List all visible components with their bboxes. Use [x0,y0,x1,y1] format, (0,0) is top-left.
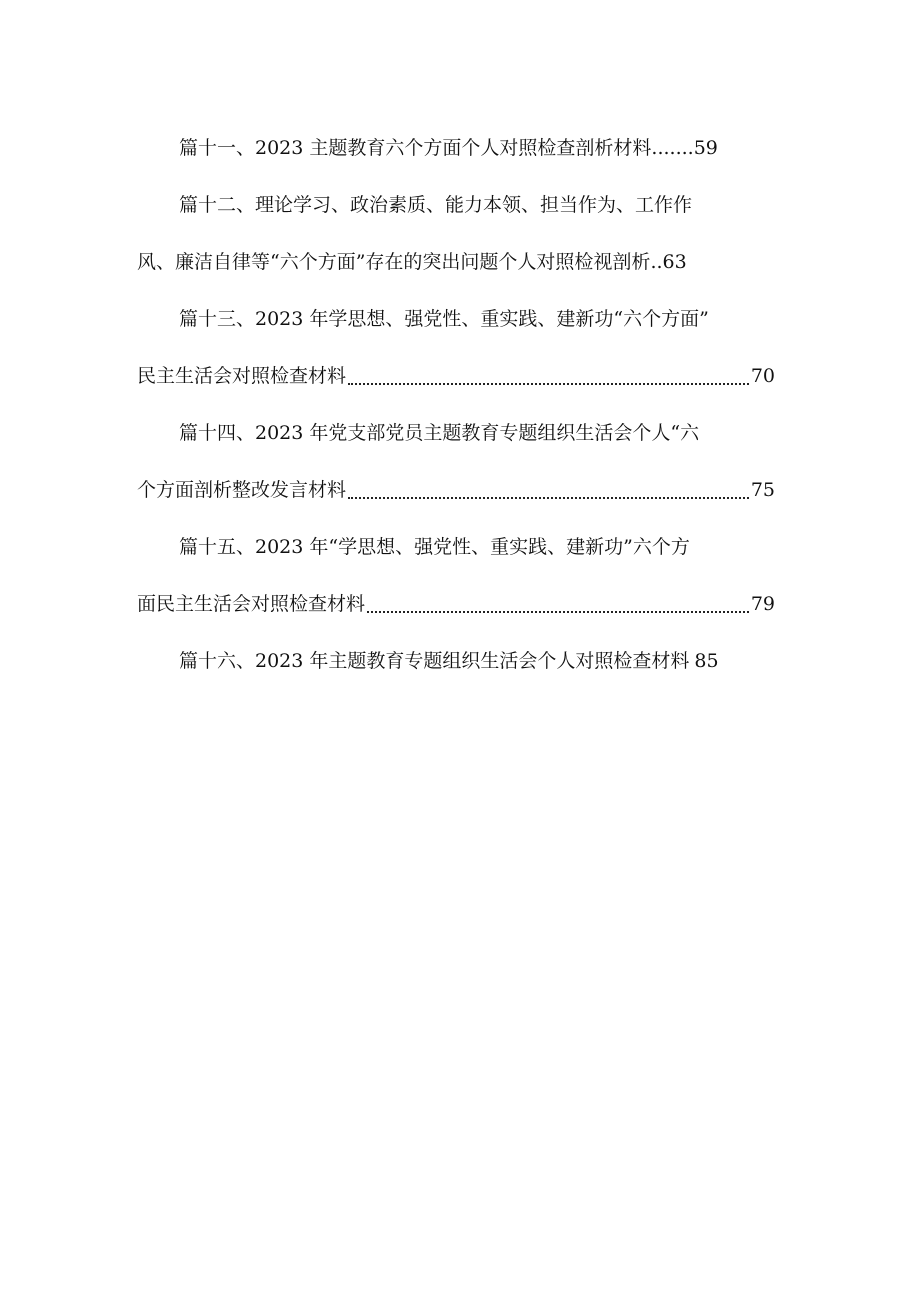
toc-entry-title: 篇十二、理论学习、政治素质、能力本领、担当作为、工作作 [179,194,693,216]
toc-entry-14-line-1[interactable] [137,396,775,453]
toc-entry-13-line-1[interactable] [137,282,775,339]
toc-entry-leader-text: ....... [651,137,694,159]
toc-entry-title: 篇十五、2023 年“学思想、强党性、重实践、建新功”六个方 [179,536,690,558]
toc-entry-13-line-2[interactable] [137,339,775,396]
toc-entry-title: 篇十四、2023 年党支部党员主题教育专题组织生活会个人“六 [179,422,700,444]
toc-entry-title-continued: 民主生活会对照检查材料 [137,365,347,387]
toc-entry-12-line-2[interactable] [137,225,775,282]
toc-entry-title-continued: 面民主生活会对照检查材料 [137,593,366,615]
dot-leader [348,383,749,385]
toc-entry-15-line-1[interactable] [137,510,775,567]
dot-leader [348,497,749,499]
toc-entry-12-line-1[interactable] [137,168,775,225]
toc-entry-page: 85 [694,650,719,672]
toc-entry-11[interactable] [137,128,775,168]
toc-entry-title-continued: 个方面剖析整改发言材料 [137,479,347,501]
toc-entry-page: 79 [750,593,775,615]
toc-entry-leader-text: .. [650,251,663,273]
toc-entry-14-line-2[interactable] [137,453,775,510]
toc-entry-page: 63 [662,251,687,273]
toc-entry-title-continued: 风、廉洁自律等“六个方面”存在的突出问题个人对照检视剖析 [137,251,651,273]
toc-entry-title: 篇十一、2023 主题教育六个方面个人对照检查剖析材料 [179,137,652,159]
toc-entry-page: 59 [693,137,718,159]
toc-entry-16[interactable] [137,624,775,681]
toc-entry-15-line-2[interactable] [137,567,775,624]
toc-entry-page: 75 [750,479,775,501]
toc-entry-title: 篇十六、2023 年主题教育专题组织生活会个人对照检查材料 [179,650,690,672]
toc-entry-title: 篇十三、2023 年学思想、强党性、重实践、建新功“六个方面” [179,308,709,330]
table-of-contents [137,128,775,681]
toc-entry-page: 70 [750,365,775,387]
dot-leader [367,611,749,613]
